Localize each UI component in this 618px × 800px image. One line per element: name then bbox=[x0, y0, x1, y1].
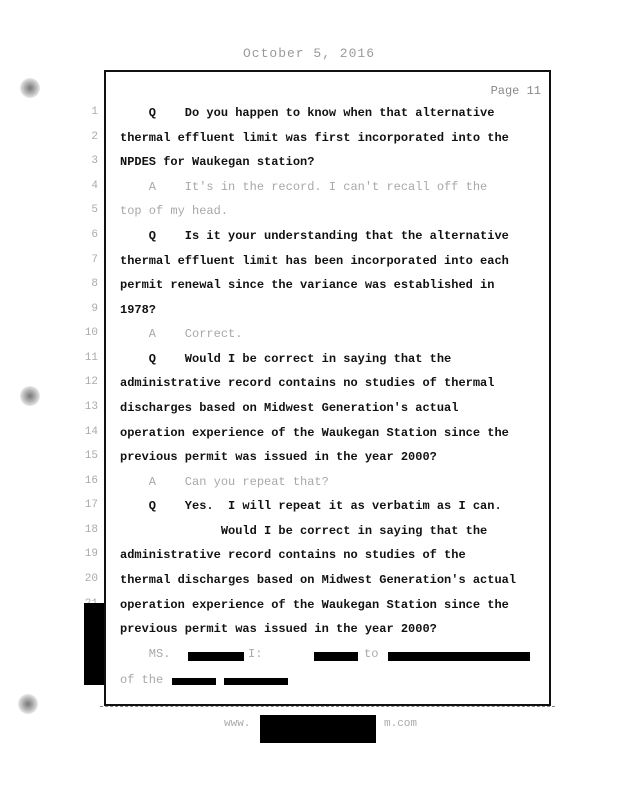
line-text: of the bbox=[120, 673, 164, 687]
line-number: 14 bbox=[84, 426, 98, 438]
line-number: 5 bbox=[91, 204, 98, 216]
line-text: A Can you repeat that? bbox=[120, 475, 329, 489]
hole-punch-top bbox=[20, 78, 40, 98]
line-number: 15 bbox=[84, 450, 98, 462]
redaction-line24-b bbox=[224, 678, 288, 685]
line-text: operation experience of the Waukegan Station since the bbox=[120, 426, 509, 440]
line-number: 11 bbox=[84, 352, 98, 364]
transcript-line bbox=[0, 204, 560, 222]
transcript-line bbox=[0, 229, 560, 247]
line-number: 20 bbox=[84, 573, 98, 585]
redaction-footer bbox=[260, 715, 376, 743]
line-number: 4 bbox=[91, 180, 98, 192]
line-text: Would I be correct in saying that the bbox=[120, 524, 488, 538]
line-number: 2 bbox=[91, 131, 98, 143]
line-text: administrative record contains no studies of the bbox=[120, 548, 466, 562]
transcript-line bbox=[0, 573, 560, 591]
transcript-line bbox=[0, 303, 560, 321]
transcript-line bbox=[0, 450, 560, 468]
line-number: 9 bbox=[91, 303, 98, 315]
transcript-line bbox=[0, 352, 560, 370]
line-number: 10 bbox=[84, 327, 98, 339]
transcript-line bbox=[0, 327, 560, 345]
transcript-line bbox=[0, 180, 560, 198]
transcript-line bbox=[0, 254, 560, 272]
frame-edge bbox=[100, 706, 555, 710]
line-number: 16 bbox=[84, 475, 98, 487]
transcript-line bbox=[0, 131, 560, 149]
line-number: 1 bbox=[91, 106, 98, 118]
page-number: Page 11 bbox=[490, 84, 541, 98]
line-number: 17 bbox=[84, 499, 98, 511]
line-number: 19 bbox=[84, 548, 98, 560]
line-text: NPDES for Waukegan station? bbox=[120, 155, 315, 169]
transcript-line bbox=[0, 524, 560, 542]
line-text: thermal effluent limit was first incorporated into the bbox=[120, 131, 509, 145]
transcript-line bbox=[0, 155, 560, 173]
line-text: operation experience of the Waukegan Station since the bbox=[120, 598, 509, 612]
redaction-line24-a bbox=[172, 678, 216, 685]
line-number: 3 bbox=[91, 155, 98, 167]
redaction-left-margin bbox=[84, 603, 104, 685]
line-text: Q Do you happen to know when that alternative bbox=[120, 106, 495, 120]
line-text: previous permit was issued in the year 2000? bbox=[120, 622, 437, 636]
redaction-line23-b bbox=[314, 652, 358, 661]
line-text: A It's in the record. I can't recall off the bbox=[120, 180, 488, 194]
line-text: MS. bbox=[120, 647, 171, 661]
footer-left-text: www. bbox=[224, 718, 251, 730]
hole-punch-bottom bbox=[18, 694, 38, 714]
transcript-line bbox=[0, 106, 560, 124]
redaction-line23-a bbox=[188, 652, 244, 661]
deposition-date: October 5, 2016 bbox=[242, 46, 376, 61]
line-text: administrative record contains no studies of thermal bbox=[120, 376, 495, 390]
line-number: 8 bbox=[91, 278, 98, 290]
line-text: top of my head. bbox=[120, 204, 229, 218]
line-text: discharges based on Midwest Generation's actual bbox=[120, 401, 459, 415]
transcript-line bbox=[0, 376, 560, 394]
transcript-line bbox=[0, 278, 560, 296]
line-text: previous permit was issued in the year 2000? bbox=[120, 450, 437, 464]
line23-fragment-a: I: bbox=[248, 647, 263, 661]
line-number: 18 bbox=[84, 524, 98, 536]
line-number: 6 bbox=[91, 229, 98, 241]
transcript-line bbox=[0, 475, 560, 493]
transcript-line bbox=[0, 401, 560, 419]
line-text: permit renewal since the variance was established in bbox=[120, 278, 495, 292]
line-text: thermal discharges based on Midwest Generation's actual bbox=[120, 573, 517, 587]
line-number: 12 bbox=[84, 376, 98, 388]
transcript-line bbox=[0, 499, 560, 517]
redaction-line23-c bbox=[388, 652, 530, 661]
line-number: 7 bbox=[91, 254, 98, 266]
line-text: A Correct. bbox=[120, 327, 243, 341]
line23-fragment-b: to bbox=[364, 647, 379, 661]
line-text: Q Would I be correct in saying that the bbox=[120, 352, 452, 366]
transcript-line bbox=[0, 426, 560, 444]
line-number: 13 bbox=[84, 401, 98, 413]
footer-right-text: m.com bbox=[384, 718, 418, 730]
line-text: 1978? bbox=[120, 303, 157, 317]
line-text: thermal effluent limit has been incorporated into each bbox=[120, 254, 509, 268]
line-text: Q Is it your understanding that the alternative bbox=[120, 229, 509, 243]
transcript-line bbox=[0, 548, 560, 566]
line-text: Q Yes. I will repeat it as verbatim as I can. bbox=[120, 499, 502, 513]
